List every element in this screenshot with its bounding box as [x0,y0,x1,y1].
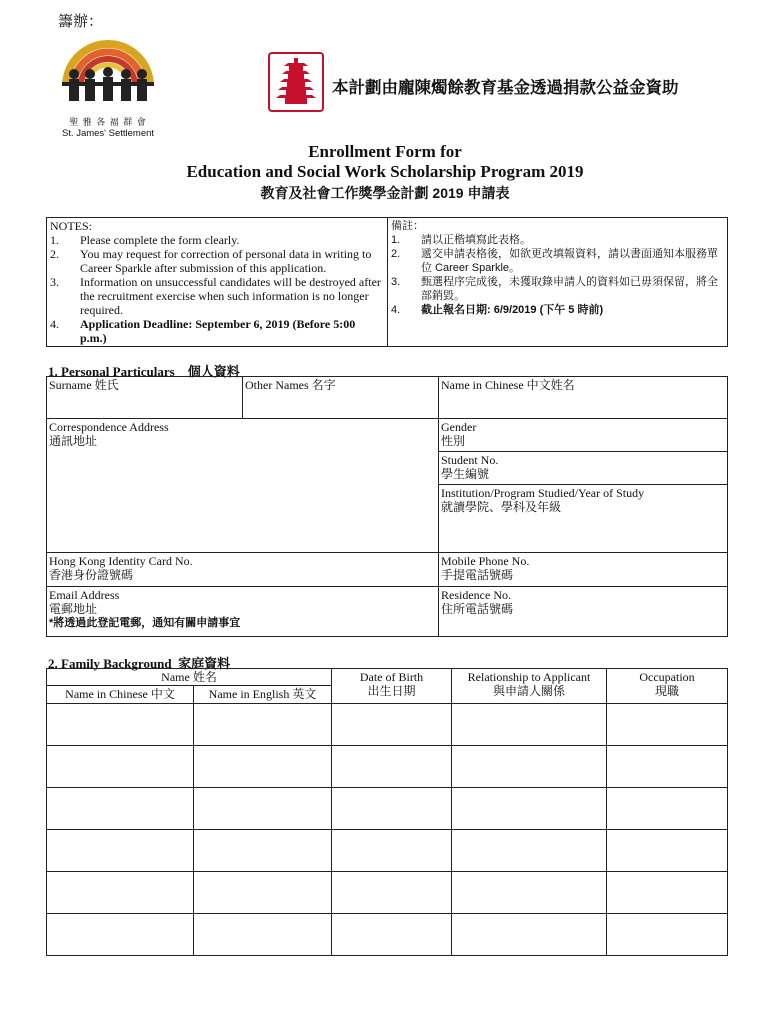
pagoda-logo [268,52,324,112]
gender-field[interactable]: Gender 性別 [441,420,477,448]
note-item-zh: 2. 遞交申請表格後，如欲更改填報資料，請以書面通知本服務單位 Career Sparkle。 [391,248,718,274]
mobile-field[interactable]: Mobile Phone No. 手提電話號碼 [439,553,728,587]
occupation-header: Occupation 現職 [607,669,728,704]
note-item-zh: 1. 請以正楷填寫此表格。 [391,234,531,246]
section1-heading: 1. Personal Particulars 個人資料 [48,364,240,379]
sponsor-text: 本計劃由龐陳燭餘教育基金透過捐款公益金資助 [332,79,679,97]
address-field[interactable]: Correspondence Address 通訊地址 [47,419,439,553]
hkid-field[interactable]: Hong Kong Identity Card No. 香港身份證號碼 [47,553,439,587]
notes-heading-zh: 備註： [391,220,424,232]
name-chinese-header: Name in Chinese 中文 [47,686,194,704]
table-row [47,788,728,830]
section2-heading: 2. Family Background 家庭資料 [48,656,231,671]
table-row [47,704,728,746]
pagoda-icon [270,54,322,110]
student-info-cell [439,419,728,553]
institution-field[interactable]: Institution/Program Studied/Year of Study 就讀學院、學科及年級 [439,484,727,515]
rainbow-people-icon [52,30,164,110]
dob-header: Date of Birth 出生日期 [332,669,452,704]
title-line1: Enrollment Form for [308,142,462,161]
surname-field[interactable]: Surname 姓氏 [47,377,243,419]
notes-heading: NOTES: [50,219,92,233]
family-background-table [46,668,728,956]
note-item-deadline: 4. Application Deadline: September 6, 2019 (Before 5:00 p.m.) [50,317,356,345]
table-row [47,872,728,914]
table-row [47,746,728,788]
table-row [47,830,728,872]
notes-english [47,218,388,347]
relationship-header: Relationship to Applicant 與申請人關係 [452,669,607,704]
other-names-field[interactable]: Other Names 名字 [243,377,439,419]
note-item-zh: 3. 甄選程序完成後，未獲取錄申請人的資料如已毋須保留，將全部銷毀。 [391,276,718,302]
email-note: *將透過此登記電郵，通知有關申請事宜 [49,617,241,629]
title-line3: 教育及社會工作獎學金計劃 2019 申請表 [260,185,510,201]
name-english-header: Name in English 英文 [194,686,332,704]
title-line2: Education and Social Work Scholarship Program 2019 [186,162,584,181]
name-header: Name 姓名 [47,669,332,686]
st-james-logo [52,30,164,139]
personal-particulars-table [46,376,728,637]
chinese-name-field[interactable]: Name in Chinese 中文姓名 [439,377,728,419]
notes-table [46,217,728,347]
organizer-label: 籌辦： [58,13,104,30]
logo-chinese-name: 聖 雅 各 福 群 會 [69,117,147,127]
note-item: 1. Please complete the form clearly. [50,233,240,247]
logo-english-name: St. James' Settlement [61,128,155,139]
note-item: 2. You may request for correction of personal data in writing to Career Sparkle after submission of this application. [50,247,372,275]
student-no-field[interactable]: Student No. 學生編號 [439,451,727,484]
note-item-zh-deadline: 4. 截止報名日期: 6/9/2019 (下午 5 時前) [391,304,604,316]
email-field[interactable]: Email Address 電郵地址 *將透過此登記電郵，通知有關申請事宜 [47,587,439,637]
residence-field[interactable]: Residence No. 住所電話號碼 [439,587,728,637]
note-item: 3. Information on unsuccessful candidates will be destroyed after the recruitment exercise when such information is no longer required. [50,275,381,317]
notes-chinese [388,218,728,347]
table-row [47,914,728,956]
